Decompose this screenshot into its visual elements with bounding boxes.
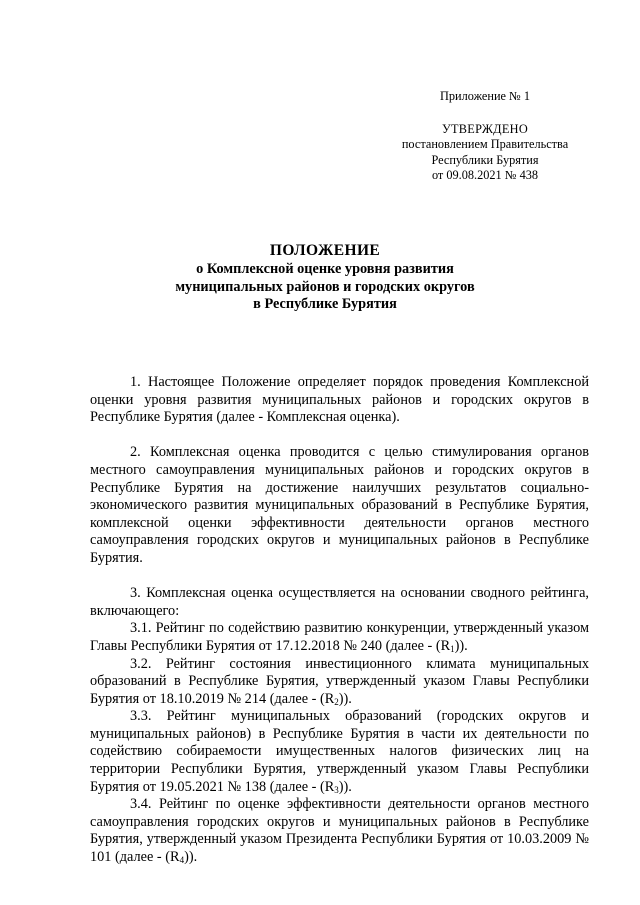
approved-date: от 09.08.2021 № 438 [431,168,539,183]
paragraph-1: 1. Настоящее Положение определяет порядок проведения Комплексной оценки уровня развития муниципальных районов и городских округов в Республике Бурятия (далее - Комплексная оценка). [90,374,589,426]
approval-stamp [380,122,590,184]
paragraph-3-4-text: 3.4. Рейтинг по оценке эффективности деятельности органов местного самоуправления городских округов и муниципальных районов в Республике Бурятия, утвержденный указом Президента Республики Бурятия от 10.03.2009 № 101 (далее - (R [90,796,589,866]
appendix-label: Приложение № 1 [439,89,531,103]
title-line: о Комплексной оценке уровня развития [196,261,454,277]
paragraph-3-1-text: 3.1. Рейтинг по содействию развитию конкуренции, утвержденный указом Главы Республики Бурятия от 17.12.2018 № 240 (далее - (R [90,620,589,654]
approved-heading: УТВЕРЖДЕНО [441,122,529,136]
paragraph-3-3-text: 3.3. Рейтинг муниципальных образований (городских округов и муниципальных районов) в Республике Бурятия в части их деятельности по содействию собираемости имущественных налогов физических лиц на территории Республики Бурятия, утвержденный указом Главы Республики Бурятия от 19.05.2021 № 138 (далее - (R [90,708,589,795]
document-title [90,241,560,314]
paragraph-3-4 [90,796,589,866]
paragraph-3-4-tail: )). [184,849,198,866]
paragraph-3-2 [90,656,589,709]
title-line: муниципальных районов и городских округов [175,278,475,295]
title-heading: ПОЛОЖЕНИЕ [269,242,381,259]
paragraph-3-1-tail: )). [454,637,468,654]
paragraph-3-2-tail: )). [338,690,352,707]
subscript: 2 [334,696,339,707]
paragraph-3-1 [90,620,589,655]
subscript: 1 [450,643,455,654]
approved-by-line: постановлением Правительства [401,137,569,152]
paragraph-3-2-text: 3.2. Рейтинг состояния инвестиционного климата муниципальных образований в Республике Бурятия, утвержденный указом Главы Республики Бурятия от 18.10.2019 № 214 (далее - (R [90,655,589,707]
paragraph-3-3 [90,708,589,796]
approved-by-line: Республики Бурятия [431,152,539,167]
paragraph-3: 3. Комплексная оценка осуществляется на основании сводного рейтинга, включающего: [90,585,589,619]
paragraph-2: 2. Комплексная оценка проводится с целью стимулирования органов местного самоуправления муниципальных районов и городских округов в Республике Бурятия на достижение наилучших результатов социально-экономического развития муниципальных образований в Республике Бурятия, комплексной оценки эффективности деятельности органов местного самоуправления городских округов и муниципальных районов в Республике Бурятия. [90,444,589,566]
subscript: 3 [334,784,339,795]
title-line: в Республике Бурятия [253,296,397,312]
subscript: 4 [179,855,185,866]
paragraph-3-3-tail: )). [338,778,352,795]
document-body [90,374,589,867]
